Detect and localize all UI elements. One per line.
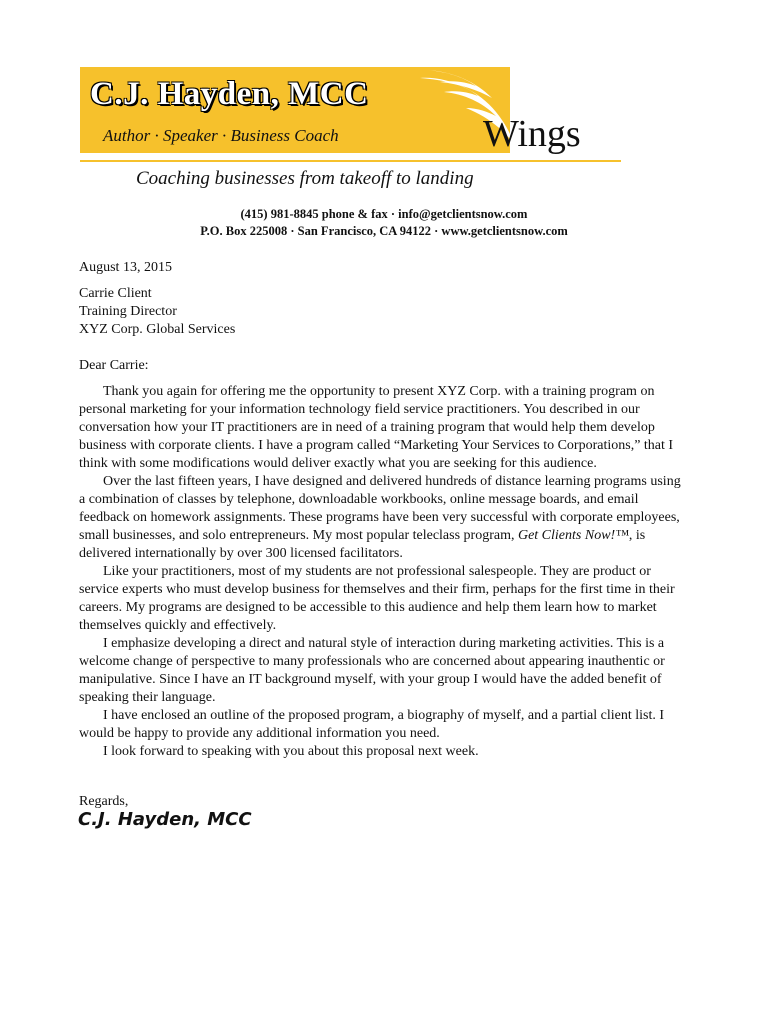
letterhead-name: C.J. Hayden, MCC xyxy=(90,76,369,112)
salutation: Dear Carrie: xyxy=(79,358,149,373)
letterhead-brand: Wings xyxy=(483,113,581,155)
letter-body xyxy=(79,383,689,761)
body-paragraph: I have enclosed an outline of the proposed program, a biography of myself, and a partial client list. I would be happy to provide any additional information you need. xyxy=(79,708,664,741)
closing: Regards, xyxy=(79,794,129,809)
body-paragraph xyxy=(79,473,689,563)
program-title: Get Clients Now!™ xyxy=(517,528,629,543)
signature: C.J. Hayden, MCC xyxy=(78,809,252,830)
body-paragraph: Like your practitioners, most of my students are not professional salespeople. They are product or service experts who must develop business for themselves and their firm, perhaps for the first time in their careers. My programs are designed to be accessible to this audience and help them learn how to market themselves quickly and effectively. xyxy=(79,564,675,633)
body-paragraph: I emphasize developing a direct and natural style of interaction during marketing activities. This is a welcome change of perspective to many professionals who are concerned about appearing inauthentic or manipulative. Since I have an IT background myself, with your group I would have the added benefit of speaking their language. xyxy=(79,636,665,705)
paragraph-text: , is delivered internationally by over 300 licensed facilitators. xyxy=(79,528,646,561)
letterhead-tagline: Author · Speaker · Business Coach xyxy=(103,126,339,145)
recipient-block xyxy=(79,285,689,339)
letterhead-slogan: Coaching businesses from takeoff to landing xyxy=(136,168,474,189)
letterhead xyxy=(0,0,768,238)
contact-line-address-web: P.O. Box 225008 · San Francisco, CA 94122 · www.getclientsnow.com xyxy=(200,224,568,238)
recipient-title: Training Director xyxy=(79,304,177,319)
body-paragraph: I look forward to speaking with you about this proposal next week. xyxy=(103,744,479,759)
recipient-company: XYZ Corp. Global Services xyxy=(79,322,236,337)
letterhead-rule xyxy=(80,160,621,162)
paragraph-text: Over the last fifteen years, I have designed and delivered hundreds of distance learning programs using a combination of classes by telephone, downloadable workbooks, online message boards, and email feedback on homework assignments. These programs have been very successful with corporate employees, small businesses, and solo entrepreneurs. My most popular teleclass program, xyxy=(79,474,681,543)
contact-line-phone-email: (415) 981-8845 phone & fax · info@getclientsnow.com xyxy=(240,207,528,221)
letter-date: August 13, 2015 xyxy=(79,260,172,275)
recipient-name: Carrie Client xyxy=(79,286,152,301)
body-paragraph: Thank you again for offering me the opportunity to present XYZ Corp. with a training program on personal marketing for your information technology field service practitioners. You described in our conversation how your IT practitioners are in need of a training program that would help them develop business with corporate clients. I have a program called “Marketing Your Services to Corporations,” that I think with some modifications would deliver exactly what you are seeking for this audience. xyxy=(79,384,674,471)
